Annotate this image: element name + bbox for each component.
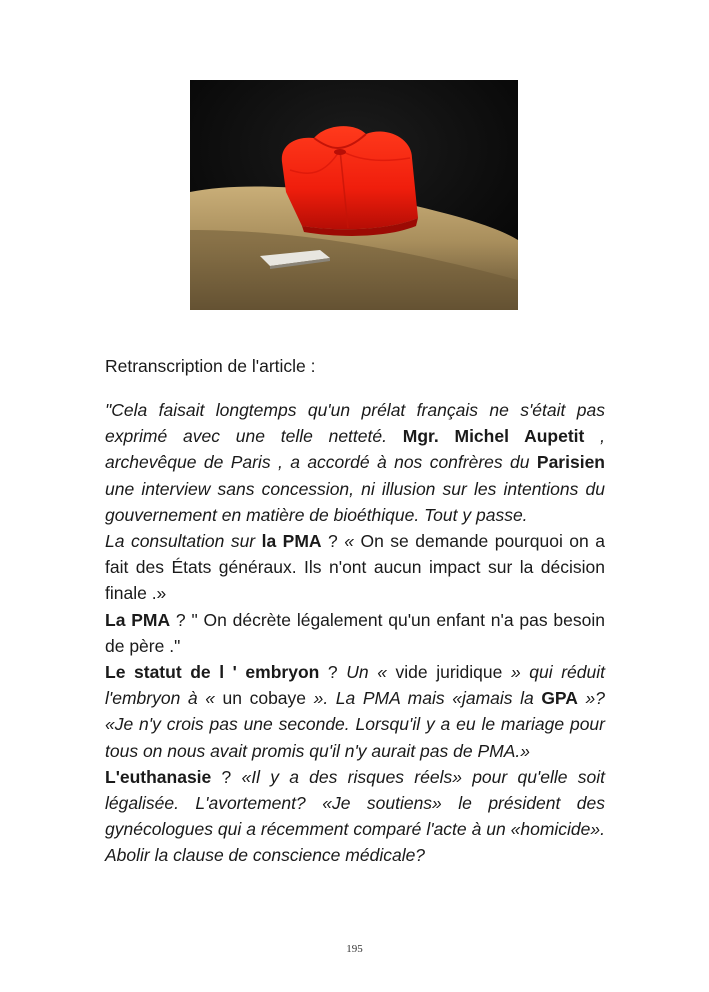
- bold-text-run: la PMA: [261, 531, 322, 552]
- text-run: ?: [319, 662, 347, 683]
- text-run: pour qu'elle soit légalisée. L'avortement? «Je soutiens» le président des gynécologues qui a récemment comparé l'acte à un «homicide». Abolir la clause de conscience médicale?: [105, 766, 605, 866]
- text-run: un cobaye: [222, 688, 307, 709]
- text-run: , archevêque de Paris , a accordé à nos confrères du: [105, 426, 605, 473]
- bold-text-run: La PMA: [105, 609, 171, 630]
- page-number: 195: [346, 943, 363, 955]
- text-run: ? " On décrète légalement qu'un enfant n'a pas besoin de père .": [105, 609, 605, 656]
- paragraph: [105, 607, 605, 659]
- text-run: «: [344, 531, 361, 552]
- text-run: Un «: [346, 662, 396, 683]
- text-run: une interview sans concession, ni illusion sur les intentions du gouvernement en matière de bioéthique. Tout y passe.: [105, 478, 605, 525]
- text-run: ?: [211, 766, 242, 787]
- text-run: La consultation sur: [105, 531, 262, 552]
- text-run: On se demande pourquoi on a fait des États généraux. Ils n'ont aucun impact sur la décision finale .»: [105, 531, 605, 604]
- zucchetto-illustration: [190, 80, 518, 310]
- article-transcription: [105, 397, 605, 869]
- bold-text-run: Le statut de l ' embryon: [105, 662, 320, 683]
- bold-text-run: Parisien: [536, 452, 605, 473]
- text-run: «Il y a des risques réels»: [241, 766, 462, 787]
- text-run: ?: [321, 531, 345, 552]
- bold-text-run: L'euthanasie: [105, 766, 212, 787]
- paragraph: [105, 764, 605, 869]
- paragraph: [105, 659, 605, 764]
- text-run: "Cela faisait longtemps qu'un prélat français ne s'était pas exprimé avec une telle netteté.: [105, 400, 605, 447]
- paragraph: [105, 397, 605, 528]
- paragraph: [105, 528, 605, 607]
- bold-text-run: Mgr. Michel Aupetit: [402, 426, 585, 447]
- text-run: ». La PMA mais «jamais la: [306, 688, 542, 709]
- text-run: vide juridique: [395, 662, 503, 683]
- text-run: » qui réduit l'embryon à «: [105, 662, 605, 709]
- text-run: »? «Je n'y crois pas une seconde. Lorsqu'il y a eu le mariage pour tous on nous avait promis qu'il n'y aurait pas de PMA.»: [105, 688, 605, 761]
- bold-text-run: GPA: [541, 688, 578, 709]
- article-photo: [190, 80, 518, 310]
- section-heading: Retranscription de l'article :: [105, 356, 316, 376]
